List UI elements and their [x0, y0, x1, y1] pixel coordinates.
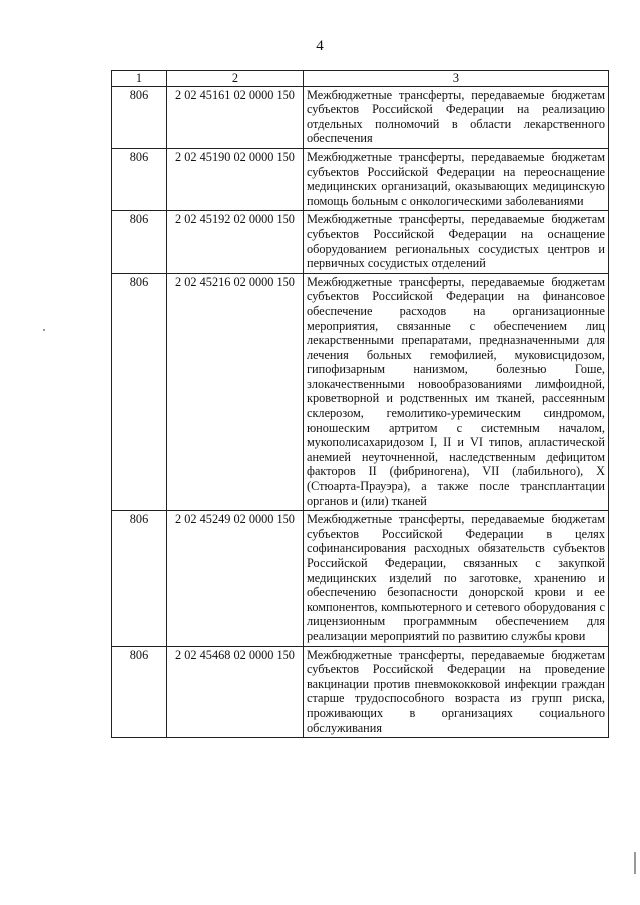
budget-code-cell: 2 02 45192 02 0000 150 [167, 211, 304, 273]
table-row [112, 86, 609, 148]
page-number: 4 [316, 38, 324, 54]
admin-code-cell: 806 [112, 646, 167, 738]
budget-codes-table [111, 70, 609, 738]
admin-code-cell: 806 [112, 273, 167, 511]
admin-code-cell: 806 [112, 511, 167, 646]
description-cell: Межбюджетные трансферты, передаваемые бюджетам субъектов Российской Федерации на реализацию отдельных полномочий в области лекарственного обеспечения [304, 86, 609, 148]
header-col-1: 1 [112, 71, 167, 87]
description-cell: Межбюджетные трансферты, передаваемые бюджетам субъектов Российской Федерации на финансовое обеспечение расходов на организационные мероприятия, связанные с обеспечением лиц лекарственными препаратами, предназначенными для лечения больных гемофилией, муковисцидозом, гипофизарным нанизмом, болезнью Гоше, злокачественными новообразованиями лимфоидной, кроветворной и родственных им тканей, рассеянным склерозом, гемолитико-уремическим синдромом, юношеским артритом с системным началом, мукополисахаридозом I, II и VI типов, апластической анемией неуточненной, наследственным дефицитом факторов II (фибриногена), VII (лабильного), X (Стюарта-Прауэра), а также после трансплантации органов и (или) тканей [304, 273, 609, 511]
budget-code-cell: 2 02 45216 02 0000 150 [167, 273, 304, 511]
description-cell: Межбюджетные трансферты, передаваемые бюджетам субъектов Российской Федерации на переоснащение медицинских организаций, оказывающих медицинскую помощь больным с онкологическими заболеваниями [304, 148, 609, 210]
header-col-2: 2 [167, 71, 304, 87]
header-col-3: 3 [304, 71, 609, 87]
description-cell: Межбюджетные трансферты, передаваемые бюджетам субъектов Российской Федерации на оснащение оборудованием региональных сосудистых центров и первичных сосудистых отделений [304, 211, 609, 273]
admin-code-cell: 806 [112, 148, 167, 210]
admin-code-cell: 806 [112, 211, 167, 273]
scan-edge-mark [634, 852, 636, 874]
budget-code-cell: 2 02 45249 02 0000 150 [167, 511, 304, 646]
header-row [112, 71, 609, 87]
admin-code-cell: 806 [112, 86, 167, 148]
table-body [112, 86, 609, 738]
table-row [112, 511, 609, 646]
budget-code-cell: 2 02 45468 02 0000 150 [167, 646, 304, 738]
description-cell: Межбюджетные трансферты, передаваемые бюджетам субъектов Российской Федерации на проведение вакцинации против пневмококковой инфекции граждан старше трудоспособного возраста из групп риска, проживающих в организациях социального обслуживания [304, 646, 609, 738]
table-row [112, 273, 609, 511]
table-row [112, 211, 609, 273]
description-cell: Межбюджетные трансферты, передаваемые бюджетам субъектов Российской Федерации в целях софинансирования расходных обязательств субъектов Российской Федерации, связанных с закупкой медицинских изделий по заготовке, хранению и обеспечению безопасности донорской крови и ее компонентов, компьютерного и сетевого оборудования с лицензионным программным обеспечением для реализации мероприятий по развитию службы крови [304, 511, 609, 646]
scan-speck [43, 329, 45, 331]
table-header [112, 71, 609, 87]
table-row [112, 646, 609, 738]
budget-code-cell: 2 02 45190 02 0000 150 [167, 148, 304, 210]
table-row [112, 148, 609, 210]
budget-code-cell: 2 02 45161 02 0000 150 [167, 86, 304, 148]
